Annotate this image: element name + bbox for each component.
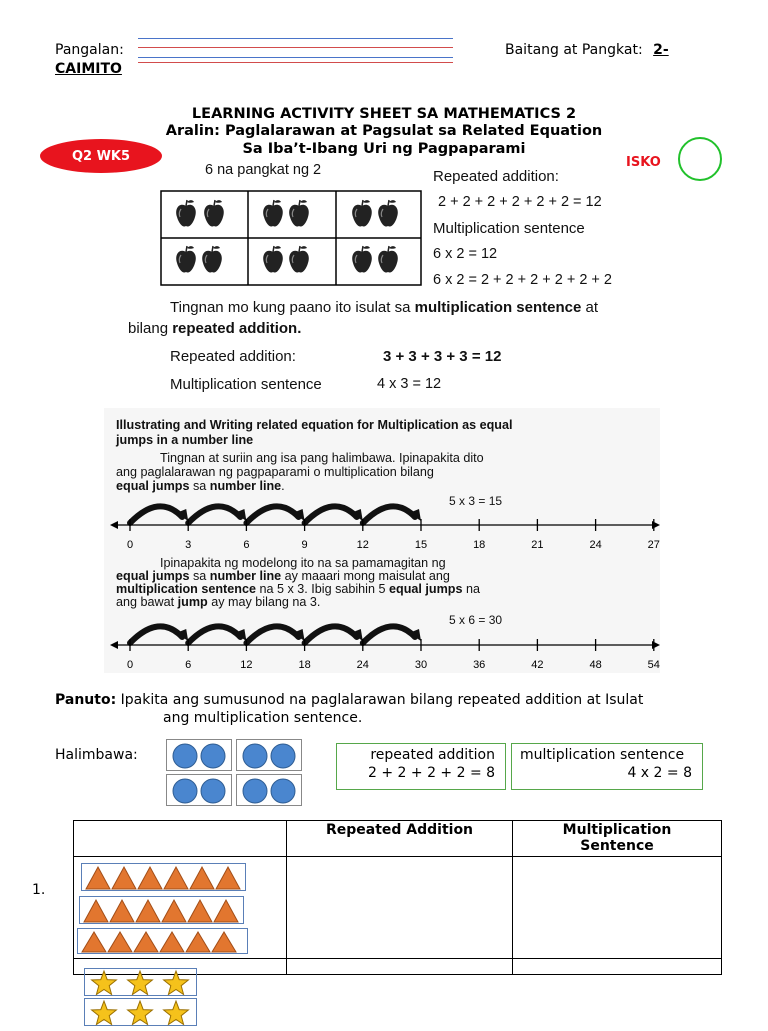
- example-label: Halimbawa:: [55, 747, 138, 763]
- example-mult-eq: 4 x 2 = 8: [627, 765, 692, 781]
- triangle-icon: [82, 932, 106, 952]
- number-line-label: 24: [589, 539, 602, 551]
- triangle-icon: [212, 932, 236, 952]
- look-text-a: Tingnan mo kung paano ito isulat sa: [170, 299, 415, 316]
- nl-para-b2: sa: [189, 569, 210, 583]
- triangle-row-2: [79, 896, 244, 924]
- table-header-repeated: Repeated Addition: [287, 821, 513, 857]
- star-icon: [85, 969, 198, 997]
- table-header-mult-a: Multiplication: [562, 822, 672, 838]
- name-line-top: [138, 38, 453, 39]
- isko-label: ISKO: [626, 155, 661, 170]
- circle-pair-2: [236, 739, 302, 771]
- name-line-red2: [138, 62, 453, 63]
- number-line-label: 42: [531, 659, 544, 671]
- jump-arc: [188, 506, 240, 523]
- star-icon: [128, 971, 153, 995]
- triangle-icon: [190, 867, 214, 889]
- group-caption: 6 na pangkat ng 2: [205, 162, 322, 178]
- number-line-label: 0: [126, 659, 134, 671]
- star-icon: [128, 1001, 153, 1025]
- triangle-icon: [86, 867, 110, 889]
- jump-arc: [363, 506, 415, 523]
- ex-mult-eq: 4 x 3 = 12: [377, 376, 442, 392]
- triangle-icon: [80, 897, 245, 925]
- number-line-label: 12: [240, 659, 253, 671]
- table-header-mult-b: Sentence: [580, 838, 654, 854]
- nl-heading-a: Illustrating and Writing related equation for Multiplication as equal: [116, 418, 513, 432]
- repeated-answer-cell-2[interactable]: [287, 959, 513, 975]
- repeated-heading: Repeated addition:: [433, 168, 559, 185]
- repeated-answer-cell[interactable]: [287, 857, 513, 959]
- jump-arc: [188, 626, 240, 643]
- triangle-row-1: [81, 863, 246, 891]
- jump-arc: [130, 506, 182, 523]
- triangle-icon: [188, 900, 212, 922]
- ex-mult-label: Multiplication sentence: [170, 376, 322, 393]
- jump-arc: [305, 626, 357, 643]
- triangle-icon: [162, 900, 186, 922]
- number-line-label: 9: [301, 539, 308, 551]
- number-line-2: [110, 617, 660, 657]
- ex-rep-label: Repeated addition:: [170, 348, 296, 365]
- grade-label-text: Baitang at Pangkat:: [505, 42, 643, 58]
- jump-arc: [305, 506, 357, 523]
- directions-text-a: Ipakita ang sumusunod na paglalarawan bilang repeated addition at Isulat: [116, 692, 644, 708]
- title-line1: LEARNING ACTIVITY SHEET SA MATHEMATICS 2: [191, 106, 577, 122]
- nl-intro-c1: equal jumps: [116, 479, 190, 493]
- star-icon: [85, 999, 198, 1027]
- look-line1: [170, 299, 598, 316]
- nl-intro-c: [116, 479, 285, 495]
- mult-eq2: 6 x 2 = 2 + 2 + 2 + 2 + 2 + 2: [433, 272, 612, 288]
- nl-intro-c4: .: [281, 479, 285, 493]
- mult-answer-cell-2[interactable]: [513, 959, 722, 975]
- mult-heading: Multiplication sentence: [433, 220, 585, 237]
- title-line2: Aralin: Paglalarawan at Pagsulat sa Related Equation: [165, 123, 603, 139]
- jump-arc: [246, 506, 298, 523]
- ex-rep-eq: 3 + 3 + 3 + 3 = 12: [383, 348, 502, 365]
- ring-icon: [678, 137, 722, 181]
- row1-number: 1.: [32, 882, 46, 898]
- triangle-icon: [134, 932, 158, 952]
- grade-label: [505, 42, 669, 58]
- triangle-icon: [214, 900, 238, 922]
- nl-para-c1: multiplication sentence: [116, 582, 256, 596]
- number-line-label: 3: [185, 539, 192, 551]
- example-repeated-box: [336, 743, 506, 790]
- nl-para-d1: ang bawat: [116, 595, 178, 609]
- star-row-1: [84, 968, 197, 996]
- triangle-icon: [216, 867, 240, 889]
- look-text-e: repeated addition.: [172, 320, 302, 337]
- nl-para-c3: equal jumps: [389, 582, 463, 596]
- look-text-c: at: [581, 299, 598, 316]
- nl-intro-c3: number line: [209, 479, 282, 493]
- number-line-label: 36: [473, 659, 486, 671]
- triangle-icon: [164, 867, 188, 889]
- number-line-label: 27: [647, 539, 660, 551]
- repeated-eq: 2 + 2 + 2 + 2 + 2 + 2 = 12: [438, 194, 602, 210]
- number-line-label: 48: [589, 659, 602, 671]
- nl-para-c2: na 5 x 3. Ibig sabihin 5: [255, 582, 389, 596]
- nl-para-c4: na: [462, 582, 480, 596]
- grade-value-b: CAIMITO: [55, 61, 122, 77]
- name-label: Pangalan:: [55, 42, 124, 58]
- nl-para-d3: ay may bilang na 3.: [207, 595, 321, 609]
- name-line-red: [138, 47, 453, 48]
- number-line-label: 15: [414, 539, 428, 551]
- look-line2: [128, 320, 301, 337]
- number-line-1: [110, 497, 660, 537]
- star-icon: [92, 1001, 117, 1025]
- title-line3: Sa Iba’t-Ibang Uri ng Pagpaparami: [242, 141, 526, 157]
- nl-para-b3: number line: [209, 569, 282, 583]
- nl-para-a: Ipinapakita ng modelong ito na sa pamamagitan ng: [160, 556, 446, 570]
- star-icon: [92, 971, 117, 995]
- nl-para-d: [116, 595, 320, 611]
- circle-pair-4: [236, 774, 302, 806]
- triangle-row-3: [77, 928, 248, 954]
- directions-line2: ang multiplication sentence.: [163, 710, 363, 726]
- look-text-b: multiplication sentence: [414, 299, 582, 316]
- week-badge: Q2 WK5: [40, 139, 162, 173]
- circle-pair-1: [166, 739, 232, 771]
- example-rep-title: repeated addition: [370, 747, 495, 763]
- nl-para-b4: ay maaari mong maisulat ang: [281, 569, 450, 583]
- jump-arc: [130, 626, 182, 643]
- nl-para-d2: jump: [177, 595, 208, 609]
- number-line-label: 24: [356, 659, 369, 671]
- name-line-mid: [138, 57, 453, 58]
- nl-eq1: 5 x 3 = 15: [449, 494, 503, 508]
- number-line-label: 18: [473, 539, 486, 551]
- triangle-icon: [82, 864, 247, 892]
- mult-answer-cell[interactable]: [513, 857, 722, 959]
- number-line-label: 0: [126, 539, 134, 551]
- number-line-label: 54: [647, 659, 660, 671]
- apple-grid: [160, 190, 422, 286]
- example-rep-eq: 2 + 2 + 2 + 2 = 8: [368, 765, 496, 781]
- triangle-icon: [138, 867, 162, 889]
- triangle-icon: [186, 932, 210, 952]
- nl-intro-b: ang paglalarawan ng pagpaparami o multiplication bilang: [116, 465, 434, 479]
- number-line-label: 21: [531, 539, 544, 551]
- nl-intro-c2: sa: [189, 479, 210, 493]
- table-header-blank: [74, 821, 287, 857]
- directions-label: Panuto:: [55, 692, 117, 708]
- star-icon: [164, 971, 189, 995]
- number-line-label: 12: [356, 539, 369, 551]
- nl-heading-b: jumps in a number line: [116, 433, 254, 447]
- star-row-2: [84, 998, 197, 1026]
- star-icon: [164, 1001, 189, 1025]
- example-mult-title: multiplication sentence: [520, 747, 685, 763]
- jump-arc: [363, 626, 415, 643]
- triangle-icon: [160, 932, 184, 952]
- nl-intro-a: Tingnan at suriin ang isa pang halimbawa. Ipinapakita dito: [160, 451, 484, 465]
- triangle-icon: [110, 900, 134, 922]
- triangle-icon: [108, 932, 132, 952]
- nl-eq2: 5 x 6 = 30: [449, 613, 503, 627]
- jump-arc: [246, 626, 298, 643]
- triangle-icon: [84, 900, 108, 922]
- grade-value-a: 2-: [653, 42, 669, 58]
- triangle-icon: [136, 900, 160, 922]
- circle-pair-3: [166, 774, 232, 806]
- number-line-label: 6: [243, 539, 250, 551]
- table-header-mult: [513, 821, 722, 857]
- mult-eq1: 6 x 2 = 12: [433, 246, 498, 262]
- triangle-icon: [78, 929, 249, 955]
- number-line-label: 6: [185, 659, 192, 671]
- example-mult-box: [511, 743, 703, 790]
- number-line-label: 18: [298, 659, 311, 671]
- apple-icon: [176, 200, 398, 273]
- number-line-label: 30: [414, 659, 428, 671]
- nl-para-b1: equal jumps: [116, 569, 190, 583]
- jump-arcs-2: [130, 626, 421, 643]
- jump-arcs-1: [130, 506, 421, 523]
- triangle-icon: [112, 867, 136, 889]
- look-text-d: bilang: [128, 320, 173, 337]
- directions-line1: [55, 692, 643, 708]
